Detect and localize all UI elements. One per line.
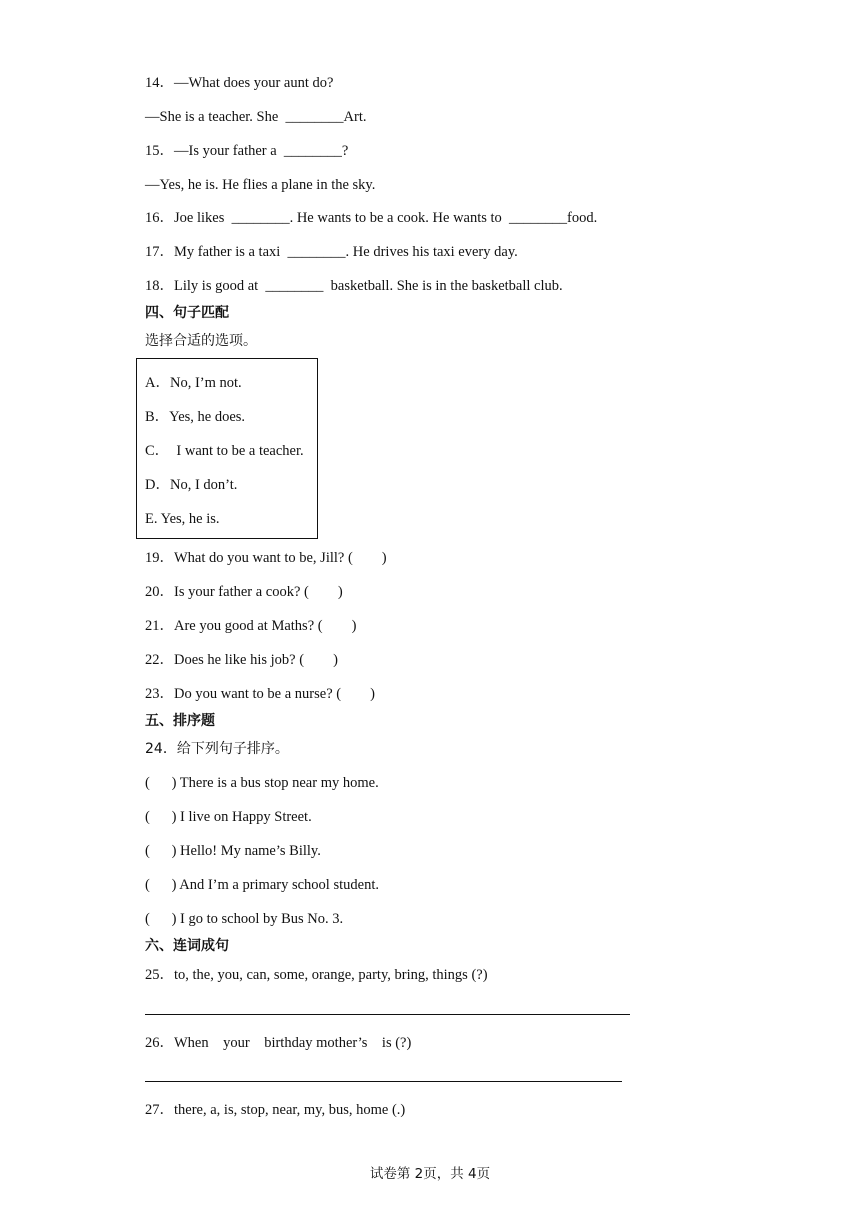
match-question-23: 23．Do you want to be a nurse? ( ) (145, 686, 375, 702)
section-6-title: 六、连词成句 (145, 938, 229, 954)
match-question-20: 20．Is your father a cook? ( ) (145, 584, 343, 600)
fill-answer-14: —She is a teacher. She ________Art. (145, 109, 367, 125)
order-item-2: ( ) I live on Happy Street. (145, 809, 312, 825)
fill-question-17: 17．My father is a taxi ________. He drives his taxi every day. (145, 244, 518, 260)
order-item-3: ( ) Hello! My name’s Billy. (145, 843, 321, 859)
order-item-1: ( ) There is a bus stop near my home. (145, 775, 379, 791)
page-footer: 试卷第 2页，共 4页 (369, 1166, 491, 1182)
option-a: A．No, I’m not. (145, 375, 242, 391)
order-item-4: ( ) And I’m a primary school student. (145, 877, 379, 893)
option-e: E. Yes, he is. (145, 511, 220, 527)
fill-question-14: 14．—What does your aunt do? (145, 75, 334, 91)
fill-question-18: 18．Lily is good at ________ basketball. She is in the basketball club. (145, 278, 563, 294)
options-box (136, 358, 318, 539)
match-question-21: 21．Are you good at Maths? ( ) (145, 618, 357, 634)
option-c: C． I want to be a teacher. (145, 443, 304, 459)
sentence-question-26: 26．When your birthday mother’s is (?) (145, 1035, 412, 1051)
fill-answer-15: —Yes, he is. He flies a plane in the sky. (145, 177, 376, 193)
option-b: B．Yes, he does. (145, 409, 246, 425)
fill-question-15: 15．—Is your father a ________? (145, 143, 349, 159)
sentence-question-27: 27．there, a, is, stop, near, my, bus, home (.) (145, 1102, 406, 1118)
option-d: D．No, I don’t. (145, 477, 238, 493)
answer-line-25 (145, 1014, 630, 1015)
section-4-instruction: 选择合适的选项。 (145, 333, 257, 349)
section-5-title: 五、排序题 (145, 713, 215, 729)
match-question-22: 22．Does he like his job? ( ) (145, 652, 338, 668)
fill-question-16: 16．Joe likes ________. He wants to be a cook. He wants to ________food. (145, 210, 598, 226)
section-4-title: 四、句子匹配 (145, 305, 229, 321)
sentence-question-25: 25．to, the, you, can, some, orange, party, bring, things (?) (145, 967, 488, 983)
answer-line-26 (145, 1081, 622, 1082)
section-5-instruction: 24．给下列句子排序。 (145, 741, 289, 757)
order-item-5: ( ) I go to school by Bus No. 3. (145, 911, 344, 927)
match-question-19: 19．What do you want to be, Jill? ( ) (145, 550, 387, 566)
